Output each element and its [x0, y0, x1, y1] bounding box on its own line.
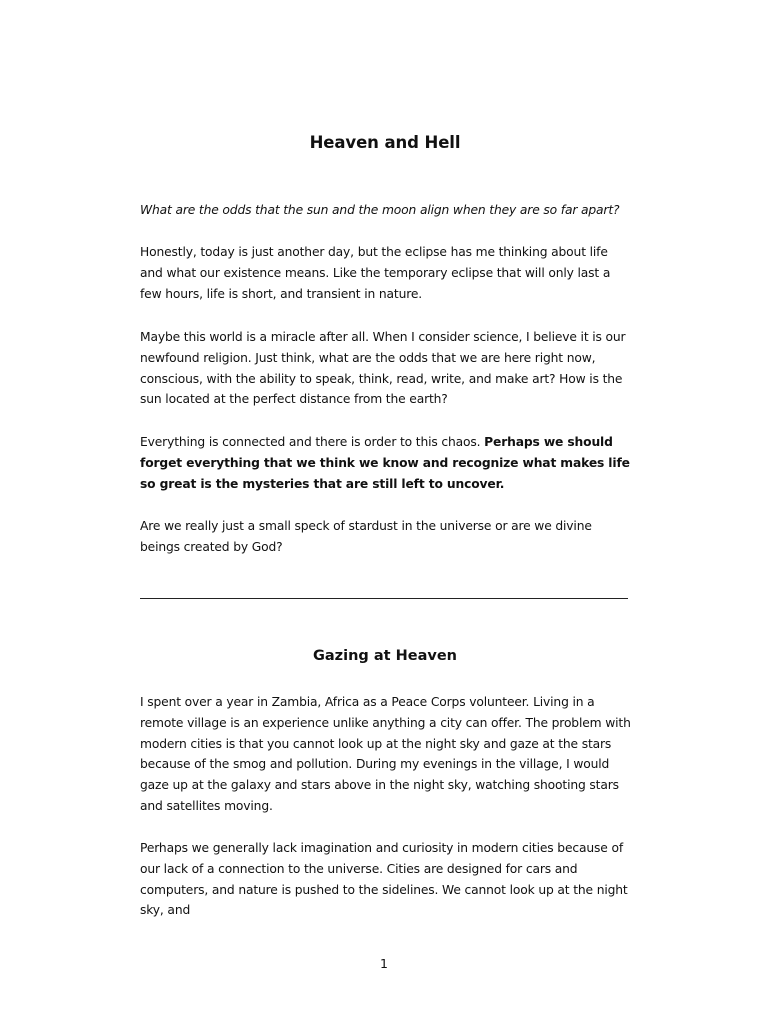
paragraph-connected: [140, 432, 632, 494]
paragraph-miracle: Maybe this world is a miracle after all. When I consider science, I believe it is our newfound religion. Just think, what are the odds that we are here right now, conscious, with the ability to speak, think, read, write, and make art? How is the sun located at the perfect distance from the earth?: [140, 330, 626, 407]
paragraph-zambia: I spent over a year in Zambia, Africa as a Peace Corps volunteer. Living in a remote village is an experience unlike anything a city can offer. The problem with modern cities is that you cannot look up at the night sky and gaze at the stars because of the smog and pollution. During my evenings in the village, I would gaze up at the galaxy and stars above in the night sky, watching shooting stars and satellites moving.: [140, 695, 631, 813]
paragraph-stardust: Are we really just a small speck of stardust in the universe or are we divine beings created by God?: [140, 519, 592, 554]
paragraph-connected-bold: Perhaps we should forget everything that we think we know and recognize what makes life so great is the mysteries that are still left to uncover.: [140, 435, 630, 491]
paragraph-eclipse: Honestly, today is just another day, but the eclipse has me thinking about life and what our existence means. Like the temporary eclipse that will only last a few hours, life is short, and transient in nature.: [140, 245, 611, 301]
epigraph: What are the odds that the sun and the moon align when they are so far apart?: [140, 203, 620, 217]
document-title: Heaven and Hell: [309, 133, 461, 152]
paragraph-connected-plain: Everything is connected and there is order to this chaos.: [140, 435, 485, 449]
paragraph-cities: Perhaps we generally lack imagination and curiosity in modern cities because of our lack of a connection to the universe. Cities are designed for cars and computers, and nature is pushed to the sidelines. We cannot look up at the night sky, and: [140, 841, 628, 918]
page-number: 1: [380, 956, 388, 971]
section-divider: [140, 598, 628, 599]
section-title: Gazing at Heaven: [313, 648, 457, 664]
